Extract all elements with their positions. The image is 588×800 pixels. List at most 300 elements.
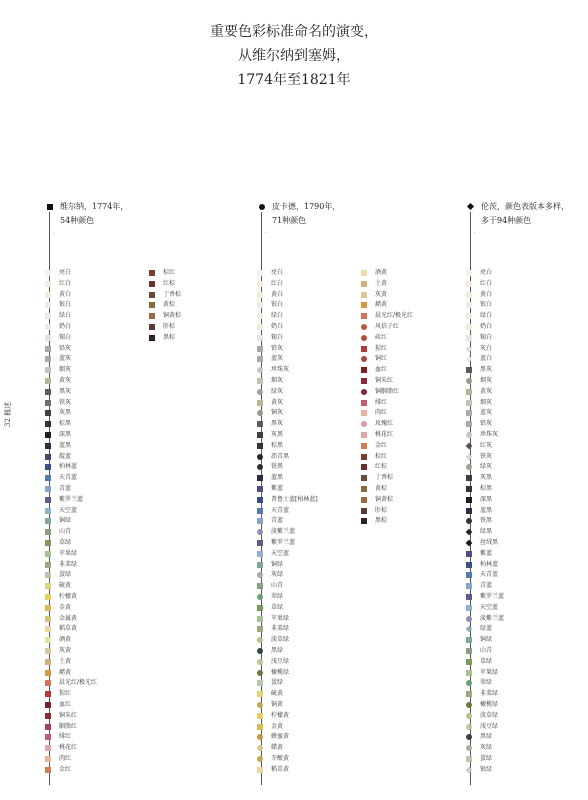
color-swatch (149, 335, 155, 341)
color-name: 橄榄绿 (480, 701, 499, 708)
color-swatch (466, 442, 473, 449)
color-name: 韭菜绿 (271, 625, 290, 633)
color-swatch (45, 281, 51, 287)
color-swatch (466, 702, 472, 708)
color-swatch (257, 270, 263, 276)
color-name: 柏林蓝 (480, 560, 499, 568)
color-swatch (45, 486, 51, 492)
color-swatch (257, 281, 263, 287)
color-swatch (257, 421, 263, 427)
color-swatch (466, 410, 472, 416)
color-name: 丝绒黑 (480, 539, 499, 546)
color-name: 黑绿 (480, 733, 493, 741)
color-name: 铅灰 (59, 344, 72, 352)
color-swatch (466, 562, 472, 568)
color-swatch (45, 605, 51, 611)
color-name: 灰绿 (480, 744, 493, 752)
color-swatch (466, 756, 472, 762)
color-swatch (257, 378, 263, 384)
color-name: 山青 (480, 647, 493, 654)
color-swatch (257, 443, 263, 449)
color-name: 柏林蓝 (59, 463, 78, 471)
color-name: 蛋绿 (59, 571, 72, 579)
color-name: 铜红 (375, 355, 388, 363)
color-swatch (45, 313, 51, 319)
color-swatch (45, 691, 51, 697)
color-name: 苹果绿 (59, 549, 78, 557)
color-name: 铅灰 (480, 420, 493, 428)
column-header-line: 多于94种颜色 (481, 216, 532, 225)
color-name: 黄白 (271, 290, 284, 298)
color-name: 深黑 (59, 431, 72, 438)
color-name: 棕红 (375, 452, 388, 460)
color-swatch (45, 270, 51, 276)
color-name: 铁灰 (59, 398, 72, 406)
color-swatch (45, 432, 51, 438)
color-swatch (466, 302, 472, 308)
color-swatch (257, 292, 263, 298)
color-name: 烟灰 (480, 377, 493, 384)
color-name: 铜灰 (271, 409, 284, 417)
color-swatch (466, 637, 472, 643)
color-name: 黑灰 (271, 420, 284, 428)
color-name: 银白 (59, 301, 72, 309)
color-name: 血红 (375, 366, 388, 374)
color-swatch (361, 454, 367, 460)
page-section: 概述 (4, 401, 12, 416)
column-header-line: 54种颜色 (60, 216, 95, 225)
color-swatch (45, 594, 51, 600)
color-swatch (45, 454, 51, 460)
color-name: 锡白 (271, 333, 284, 341)
color-swatch (45, 659, 51, 665)
color-swatch (361, 389, 367, 395)
color-name: 翠绿 (271, 593, 284, 600)
color-swatch (45, 756, 51, 762)
color-name: 锡白 (59, 333, 72, 341)
color-swatch (466, 551, 472, 557)
page-title (0, 20, 588, 92)
color-name: 珍珠灰 (480, 431, 499, 438)
color-name: 紫蓝 (480, 549, 493, 557)
color-swatch (45, 626, 51, 632)
color-name: 金属黄 (59, 614, 78, 622)
color-swatch (361, 508, 367, 514)
color-swatch (257, 454, 263, 460)
color-swatch (361, 302, 367, 308)
color-swatch (45, 443, 51, 449)
color-swatch (466, 605, 472, 611)
color-name: 天青蓝 (59, 474, 78, 482)
color-swatch (257, 670, 263, 676)
color-name: 韭菜绿 (480, 690, 499, 698)
color-swatch (257, 486, 263, 492)
color-swatch (257, 346, 263, 352)
color-swatch (257, 529, 263, 535)
color-name: 奶白 (480, 323, 493, 330)
color-name: 苹果绿 (480, 668, 499, 676)
color-swatch (257, 734, 263, 740)
color-swatch (466, 648, 472, 654)
color-name: 红白 (480, 279, 493, 287)
color-name: 黄白 (59, 290, 72, 298)
color-name: 金红 (59, 765, 72, 773)
color-swatch (466, 464, 472, 470)
color-name: 银白 (480, 301, 493, 309)
column-header-line: 皮卡德，1790年， (272, 202, 341, 211)
color-name: 山青 (271, 582, 284, 590)
color-name: 青蓝 (480, 582, 493, 590)
color-name: 天青蓝 (271, 506, 290, 514)
color-name: 蓝黑 (59, 441, 72, 449)
color-swatch (257, 400, 263, 406)
color-name: 赭黄 (375, 301, 388, 309)
color-swatch (257, 432, 263, 438)
color-name: 淡草绿 (271, 636, 290, 644)
column-header-line: 71种颜色 (272, 216, 307, 225)
color-swatch (466, 745, 472, 751)
color-name: 稻草黄 (271, 765, 290, 773)
color-swatch (257, 713, 263, 719)
color-name: 蛋绿 (480, 755, 493, 762)
color-swatch (257, 572, 263, 578)
color-name: 蓝灰 (59, 355, 72, 363)
color-swatch (257, 626, 263, 632)
color-swatch (361, 497, 367, 503)
color-swatch (257, 648, 263, 654)
color-name: 丁香棕 (375, 474, 394, 482)
color-swatch (466, 691, 472, 697)
page-number-vertical (3, 401, 33, 427)
color-name: 靛蓝 (59, 452, 72, 460)
color-name: 青蓝 (271, 517, 284, 525)
color-name: 猩红 (59, 690, 72, 698)
color-name: 黄棕 (375, 485, 388, 492)
color-swatch (45, 648, 51, 654)
color-swatch (257, 680, 263, 686)
color-name: 铁黑 (480, 517, 493, 525)
color-name: 紫罗兰蓝 (480, 593, 505, 600)
color-name: 灰黑 (480, 474, 493, 482)
color-swatch (45, 540, 51, 546)
color-name: 黄白 (480, 290, 493, 298)
color-name: 草绿 (271, 603, 284, 611)
color-name: 硫黄 (59, 582, 72, 590)
color-swatch (466, 475, 472, 481)
color-name: 亮白 (480, 269, 493, 276)
color-name: 紫罗兰蓝 (271, 539, 296, 546)
color-swatch (466, 508, 472, 514)
color-swatch (149, 324, 155, 330)
color-swatch (466, 345, 473, 352)
color-swatch (257, 583, 263, 589)
color-swatch (466, 518, 472, 524)
title-line-2: 从维尔纳到塞姆， (238, 48, 350, 64)
color-name: 黑棕 (163, 333, 176, 341)
color-name: 草绿 (59, 539, 72, 546)
color-swatch (257, 551, 263, 557)
color-name: 烟灰 (480, 398, 493, 406)
color-swatch (466, 356, 473, 363)
color-swatch (45, 378, 51, 384)
color-name: 绿蓝 (480, 625, 493, 633)
color-name: 亮白 (271, 269, 284, 276)
color-swatch (361, 518, 367, 524)
color-name: 稻草黄 (59, 625, 78, 633)
color-swatch (257, 562, 263, 568)
color-swatch (45, 529, 51, 535)
color-swatch (466, 378, 472, 384)
color-name: 晨光红/极光红 (375, 312, 414, 320)
color-swatch (361, 292, 367, 298)
color-name: 血红 (59, 701, 72, 708)
color-name: 铁黑 (271, 463, 284, 471)
color-name: 绯红 (375, 398, 388, 406)
color-name: 金黄 (59, 603, 72, 611)
title-line-3: 1774年至1821年 (237, 72, 351, 88)
color-swatch (45, 389, 51, 395)
color-name: 柠檬黄 (59, 593, 78, 600)
color-swatch (466, 616, 472, 622)
column-header (272, 200, 362, 228)
color-swatch (361, 432, 367, 438)
color-name: 棕黑 (271, 441, 284, 449)
color-name: 绿灰 (480, 463, 493, 471)
color-name: 黑灰 (480, 366, 493, 374)
color-swatch (361, 400, 367, 406)
color-name: 风信子红 (375, 323, 400, 330)
color-name: 胭脂红 (59, 722, 78, 730)
color-name: 浅豆绿 (271, 657, 290, 665)
color-name: 珍珠灰 (271, 366, 290, 374)
color-swatch (257, 410, 263, 416)
color-swatch (361, 270, 367, 276)
color-name: 红灰 (480, 441, 493, 449)
color-swatch (466, 335, 472, 341)
color-name: 丁香棕 (163, 290, 182, 298)
color-swatch (466, 529, 473, 536)
color-name: 天空蓝 (480, 603, 499, 611)
color-name: 灰绿 (271, 571, 284, 579)
color-name: 绿黑 (480, 528, 493, 536)
color-swatch (45, 367, 51, 373)
color-swatch (257, 367, 263, 373)
color-swatch (45, 724, 51, 730)
color-swatch (45, 713, 51, 719)
color-swatch (466, 270, 472, 276)
color-swatch (45, 324, 51, 330)
color-name: 银白 (271, 301, 284, 309)
color-swatch (45, 292, 51, 298)
color-name: 金黄 (271, 722, 284, 730)
color-name: 灰黄 (59, 647, 72, 654)
color-name: 蓝黑 (271, 474, 284, 482)
color-name: 铜朱红 (375, 377, 394, 384)
color-swatch (45, 572, 51, 578)
color-name: 蓝黑 (480, 506, 493, 514)
column-header-line: 伦茨，颜色表版本多样， (481, 202, 569, 211)
color-name: 铜绿 (59, 517, 72, 525)
color-swatch (257, 756, 263, 762)
color-swatch (257, 518, 263, 524)
color-name: 绿灰 (271, 387, 284, 395)
color-name: 铜黄 (271, 701, 284, 708)
color-swatch (149, 313, 155, 319)
color-swatch (45, 734, 51, 740)
color-name: 猩红 (375, 344, 388, 352)
color-swatch (257, 508, 263, 514)
color-name: 山青 (59, 528, 72, 536)
color-name: 铜黄棕 (163, 312, 182, 320)
color-name: 桃花红 (375, 431, 394, 438)
color-swatch (257, 324, 263, 330)
color-name: 蜡黄 (271, 744, 284, 752)
color-swatch (257, 702, 263, 708)
color-name: 红白 (59, 279, 72, 287)
color-name: 晨光红/极光红 (59, 679, 98, 687)
color-name: 灰黑 (271, 431, 284, 438)
column-header (481, 200, 571, 228)
color-name: 桃花红 (59, 744, 78, 752)
color-name: 灰黄 (375, 290, 388, 298)
color-name: 黄灰 (480, 387, 493, 395)
color-swatch (257, 302, 263, 308)
color-name: 蛋绿 (271, 679, 284, 687)
color-name: 红棕 (375, 463, 388, 471)
color-swatch (149, 292, 155, 298)
color-swatch (257, 745, 263, 751)
color-swatch (466, 594, 472, 600)
page-number: 32 (4, 418, 12, 427)
color-name: 蜂蜜黄 (271, 733, 290, 741)
color-swatch (361, 324, 367, 330)
color-name: 黄棕 (163, 301, 176, 309)
color-swatch (361, 464, 367, 470)
color-name: 酒黄 (375, 269, 388, 276)
color-swatch (45, 497, 51, 503)
color-name: 紫蓝 (271, 485, 284, 492)
color-swatch (466, 734, 472, 740)
color-swatch (45, 410, 51, 416)
color-name: 沥青黑 (271, 452, 290, 460)
color-name: 肝棕 (163, 323, 176, 330)
color-name: 土黄 (375, 279, 388, 287)
color-name: 蓝灰 (480, 409, 493, 417)
color-swatch (466, 292, 472, 298)
color-name: 灰黑 (59, 409, 72, 417)
color-name: 铜胭脂红 (375, 387, 400, 395)
color-swatch (45, 302, 51, 308)
color-swatch (45, 518, 51, 524)
color-swatch (257, 594, 263, 600)
color-swatch (466, 367, 472, 373)
color-swatch (466, 583, 472, 589)
color-name: 棕黑 (59, 420, 72, 428)
color-swatch (45, 551, 51, 557)
color-name: 芥酸黄 (271, 755, 290, 762)
color-swatch (361, 346, 367, 352)
color-swatch (45, 508, 51, 514)
color-swatch (361, 421, 367, 427)
color-name: 铜绿 (480, 636, 493, 644)
color-swatch (257, 659, 263, 665)
color-name: 翠绿 (480, 679, 493, 687)
color-swatch (257, 356, 263, 362)
color-name: 黑灰 (59, 387, 72, 395)
header-divider (265, 232, 266, 233)
color-swatch (466, 713, 472, 719)
color-swatch (361, 313, 367, 319)
color-name: 金红 (375, 441, 388, 449)
color-name: 红白 (271, 279, 284, 287)
square-marker-icon (47, 204, 53, 210)
color-swatch (45, 767, 51, 773)
color-name: 黄灰 (271, 398, 284, 406)
color-name: 肝棕 (375, 506, 388, 514)
color-swatch (149, 281, 155, 287)
color-name: 铅灰 (271, 344, 284, 352)
color-name: 天空蓝 (59, 506, 78, 514)
color-name: 天青蓝 (480, 571, 499, 579)
color-name: 奶白 (271, 323, 284, 330)
color-swatch (257, 497, 263, 503)
color-swatch (466, 421, 472, 427)
color-name: 肉红 (59, 755, 72, 762)
color-swatch (257, 464, 263, 470)
color-name: 淡紫兰蓝 (480, 614, 505, 622)
color-swatch (361, 486, 367, 492)
color-swatch (466, 453, 473, 460)
title-line-1: 重要色彩标准命名的演变， (210, 24, 378, 40)
color-name: 锡白 (480, 333, 493, 341)
color-swatch (45, 562, 51, 568)
color-name: 棕黑 (480, 485, 493, 492)
color-swatch (361, 410, 367, 416)
color-swatch (257, 313, 263, 319)
color-swatch (45, 346, 51, 352)
color-swatch (361, 443, 367, 449)
color-name: 柠檬黄 (271, 711, 290, 719)
color-swatch (466, 659, 472, 665)
color-name: 青蓝 (59, 485, 72, 492)
color-name: 苹果绿 (271, 614, 290, 622)
header-divider (53, 232, 54, 233)
color-name: 黄灰 (59, 377, 72, 384)
color-swatch (149, 302, 155, 308)
color-swatch (45, 475, 51, 481)
color-swatch (466, 486, 472, 492)
color-name: 绿白 (480, 312, 493, 320)
color-swatch (45, 583, 51, 589)
color-swatch (466, 670, 472, 676)
color-swatch (361, 281, 367, 287)
color-name: 烟灰 (271, 377, 284, 384)
color-swatch (45, 680, 51, 686)
color-swatch (466, 432, 472, 438)
color-name: 紫罗兰蓝 (59, 495, 84, 503)
color-swatch (257, 691, 263, 697)
diamond-marker-icon (467, 203, 474, 210)
color-name: 普鲁士蓝[柏林蓝] (271, 495, 318, 503)
color-name: 硫黄 (271, 690, 284, 698)
color-name: 棕红 (163, 269, 176, 276)
color-swatch (257, 724, 263, 730)
color-name: 肉红 (375, 409, 388, 417)
color-swatch (361, 335, 367, 341)
color-swatch (466, 400, 472, 406)
color-swatch (45, 637, 51, 643)
color-name: 烟灰 (59, 366, 72, 374)
